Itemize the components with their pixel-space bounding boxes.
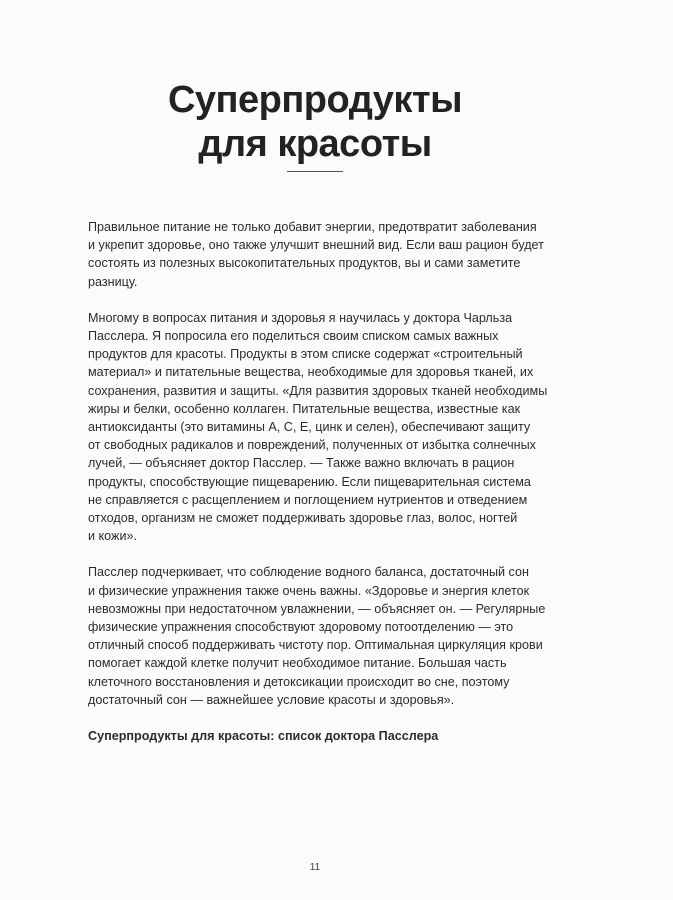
text-line: антиоксиданты (это витамины А, С, Е, цинк и селен), обеспечивают защиту [88,420,531,435]
text-line: Пасслера. Я попросила его поделиться своим списком самых важных [88,329,499,344]
paragraph-1 [88,218,558,291]
text-line: помогает каждой клетке получит необходимое питание. Большая часть [88,656,507,671]
text-line: не справляется с расщеплением и поглощением нутриентов и отведением [88,492,528,507]
text-line: продукты, способствующие пищеварению. Если пищеварительная система [88,474,531,489]
text-line: жиры и белки, особенно коллаген. Питательные вещества, известные как [88,401,521,416]
text-line: от свободных радикалов и повреждений, полученных от избытка солнечных [88,438,536,453]
text-line: клеточного восстановления и детоксикации происходит во сне, поэтому [88,674,510,689]
chapter-title-line-1: Суперпродукты [167,79,463,121]
paragraph-2 [88,309,558,546]
chapter-title [0,78,630,166]
text-line: сохранения, развития и защиты. «Для развития здоровых тканей необходимы [88,383,548,398]
text-line: невозможны при недостаточном увлажнении, — объясняет он. — Регулярные [88,601,546,616]
body-text [88,218,558,745]
text-line: и кожи». [88,529,138,544]
text-line: состоять из полезных высокопитательных продуктов, вы и сами заметите [88,256,521,271]
text-line: материал» и питательные вещества, необходимые для здоровья тканей, их [88,365,534,380]
text-line: лучей, — объясняет доктор Пасслер. — Также важно включать в рацион [88,456,515,471]
text-line: Правильное питание не только добавит энергии, предотвратит заболевания [88,220,537,234]
page-number: 11 [309,862,321,873]
text-line: продуктов для красоты. Продукты в этом списке содержат «строительный [88,347,523,362]
title-divider [287,171,343,172]
text-line: Многому в вопросах питания и здоровья я научилась у доктора Чарльза [88,310,513,325]
section-subheading: Суперпродукты для красоты: список доктора Пасслера [88,729,439,744]
paragraph-3 [88,563,558,709]
text-line: Пасслер подчеркивает, что соблюдение водного баланса, достаточный сон [88,565,529,580]
text-line: физические упражнения способствуют здоровому потоотделению — это [88,620,514,635]
text-line: отличный способ поддерживать чистоту пор. Оптимальная циркуляция крови [88,638,543,653]
text-line: и укрепит здоровье, оно также улучшит внешний вид. Если ваш рацион будет [88,238,544,253]
text-line: и физические упражнения также очень важны. «Здоровье и энергия клеток [88,583,530,598]
chapter-title-line-2: для красоты [198,123,432,165]
text-line: отходов, организм не сможет поддерживать здоровье глаз, волос, ногтей [88,511,518,526]
text-line: разницу. [88,274,138,289]
text-line: достаточный сон — важнейшее условие красоты и здоровья». [88,692,455,707]
